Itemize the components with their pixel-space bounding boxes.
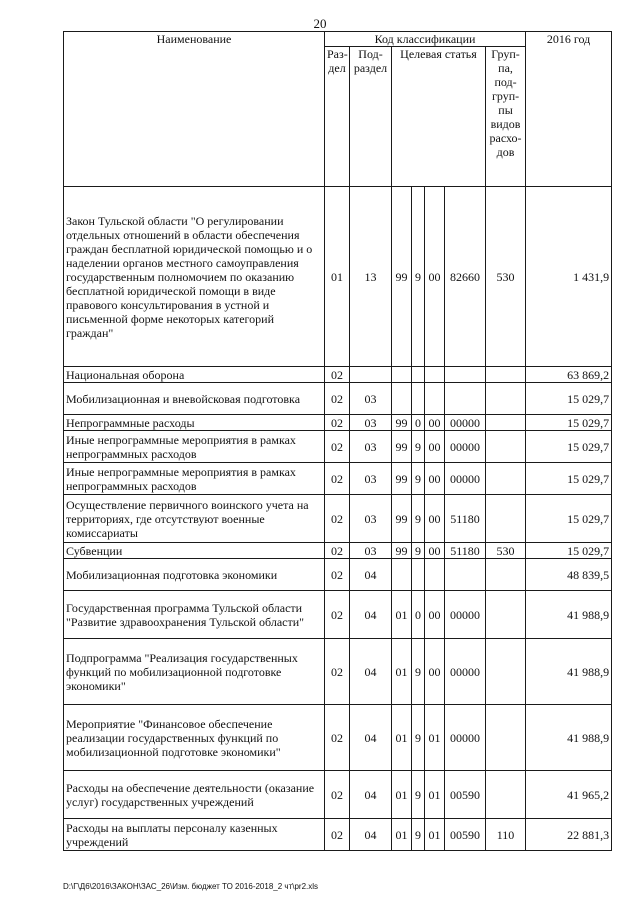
row-target-1: 99	[392, 543, 412, 559]
header-year: 2016 год	[526, 32, 612, 187]
row-target-1	[392, 367, 412, 383]
row-group: 530	[486, 187, 526, 367]
row-target-4: 00000	[445, 639, 486, 705]
row-name: Государственная программа Тульской области "Развитие здравоохранения Тульской области"	[64, 591, 325, 639]
row-group	[486, 771, 526, 819]
row-section: 02	[325, 819, 350, 851]
row-target-1: 99	[392, 463, 412, 495]
row-target-1: 99	[392, 431, 412, 463]
row-target-1: 01	[392, 591, 412, 639]
row-name: Расходы на обеспечение деятельности (оказание услуг) государственных учреждений	[64, 771, 325, 819]
row-sum: 15 029,7	[526, 495, 612, 543]
row-target-3: 00	[425, 591, 445, 639]
row-sum: 41 988,9	[526, 705, 612, 771]
row-section: 02	[325, 415, 350, 431]
table-row	[64, 771, 612, 819]
row-sum: 1 431,9	[526, 187, 612, 367]
header-code-group: Код классификации	[325, 32, 526, 47]
row-target-1: 99	[392, 495, 412, 543]
row-target-4: 00000	[445, 705, 486, 771]
row-target-1: 01	[392, 639, 412, 705]
row-section: 02	[325, 495, 350, 543]
budget-table	[63, 31, 612, 851]
row-sum: 22 881,3	[526, 819, 612, 851]
row-target-4: 00000	[445, 591, 486, 639]
row-sum: 41 988,9	[526, 639, 612, 705]
row-target-2: 9	[412, 705, 425, 771]
table-row	[64, 415, 612, 431]
row-sum: 41 965,2	[526, 771, 612, 819]
header-name: Наименование	[64, 32, 325, 187]
row-target-4: 82660	[445, 187, 486, 367]
table-row	[64, 591, 612, 639]
table-row	[64, 705, 612, 771]
row-name: Закон Тульской области "О регулировании отдельных отношений в области обеспечения граждан бесплатной юридической помощью и о наделении органов местного самоуправления государственным полномочием по оказанию бесплатной юридической помощи в виде правового консультирования в устной и письменной форме некоторых категорий граждан"	[64, 187, 325, 367]
row-target-2: 0	[412, 591, 425, 639]
row-target-4: 51180	[445, 495, 486, 543]
row-group	[486, 639, 526, 705]
row-sum: 15 029,7	[526, 415, 612, 431]
row-sum: 48 839,5	[526, 559, 612, 591]
table-row	[64, 367, 612, 383]
table-row	[64, 543, 612, 559]
row-target-3: 01	[425, 705, 445, 771]
row-subsection: 03	[350, 543, 392, 559]
row-subsection: 03	[350, 383, 392, 415]
row-target-4: 51180	[445, 543, 486, 559]
row-target-4: 00000	[445, 463, 486, 495]
row-target-2: 9	[412, 463, 425, 495]
page-number: 20	[313, 16, 327, 31]
table-row	[64, 639, 612, 705]
row-subsection: 03	[350, 415, 392, 431]
row-section: 02	[325, 559, 350, 591]
row-target-2	[412, 383, 425, 415]
row-sum: 15 029,7	[526, 463, 612, 495]
row-group	[486, 463, 526, 495]
row-target-3: 00	[425, 543, 445, 559]
row-target-2: 9	[412, 543, 425, 559]
row-name: Иные непрограммные мероприятия в рамках непрограммных расходов	[64, 463, 325, 495]
table-row	[64, 559, 612, 591]
table-row	[64, 187, 612, 367]
row-sum: 63 869,2	[526, 367, 612, 383]
header-target: Целевая статья	[392, 47, 486, 187]
row-name: Мобилизационная подготовка экономики	[64, 559, 325, 591]
row-target-3: 01	[425, 819, 445, 851]
table-row	[64, 463, 612, 495]
row-target-1: 01	[392, 771, 412, 819]
row-subsection: 04	[350, 771, 392, 819]
row-subsection: 04	[350, 819, 392, 851]
row-section: 02	[325, 431, 350, 463]
row-group	[486, 559, 526, 591]
row-subsection: 03	[350, 495, 392, 543]
row-target-1	[392, 559, 412, 591]
table-row	[64, 431, 612, 463]
row-target-2: 9	[412, 495, 425, 543]
table-row	[64, 495, 612, 543]
row-target-3: 00	[425, 415, 445, 431]
table-row	[64, 383, 612, 415]
row-section: 02	[325, 463, 350, 495]
row-target-1: 01	[392, 819, 412, 851]
row-name: Иные непрограммные мероприятия в рамках непрограммных расходов	[64, 431, 325, 463]
row-target-4	[445, 559, 486, 591]
row-group	[486, 415, 526, 431]
header-group: Груп-па, под-груп-пы видов расхо-дов	[486, 47, 526, 187]
row-group	[486, 591, 526, 639]
row-group	[486, 431, 526, 463]
header-section: Раз-дел	[325, 47, 350, 187]
row-name: Непрограммные расходы	[64, 415, 325, 431]
row-subsection	[350, 367, 392, 383]
row-name: Мероприятие "Финансовое обеспечение реализации государственных функций по мобилизационной подготовке экономики"	[64, 705, 325, 771]
row-group	[486, 383, 526, 415]
row-name: Национальная оборона	[64, 367, 325, 383]
row-sum: 15 029,7	[526, 431, 612, 463]
row-section: 02	[325, 367, 350, 383]
row-target-3: 00	[425, 495, 445, 543]
row-section: 01	[325, 187, 350, 367]
row-target-2	[412, 559, 425, 591]
row-target-2: 9	[412, 819, 425, 851]
row-target-3: 00	[425, 431, 445, 463]
row-target-2: 9	[412, 639, 425, 705]
row-subsection: 04	[350, 591, 392, 639]
row-target-4: 00590	[445, 771, 486, 819]
row-name: Субвенции	[64, 543, 325, 559]
row-subsection: 04	[350, 639, 392, 705]
row-target-3: 01	[425, 771, 445, 819]
row-target-4: 00000	[445, 431, 486, 463]
row-target-4	[445, 383, 486, 415]
row-group	[486, 495, 526, 543]
header-subsection: Под-раздел	[350, 47, 392, 187]
table-row	[64, 819, 612, 851]
row-section: 02	[325, 639, 350, 705]
row-target-1: 99	[392, 187, 412, 367]
row-target-3	[425, 559, 445, 591]
row-sum: 41 988,9	[526, 591, 612, 639]
row-target-3: 00	[425, 463, 445, 495]
row-target-2	[412, 367, 425, 383]
row-section: 02	[325, 705, 350, 771]
row-subsection: 03	[350, 431, 392, 463]
row-subsection: 04	[350, 559, 392, 591]
row-target-3	[425, 383, 445, 415]
row-target-3	[425, 367, 445, 383]
row-section: 02	[325, 383, 350, 415]
file-path-footer: D:\Г\Д6\2016\ЗАКОН\ЗАС_26\Изм. бюджет ТО 2016-2018_2 чт\pr2.xls	[63, 882, 319, 891]
row-target-1	[392, 383, 412, 415]
row-sum: 15 029,7	[526, 383, 612, 415]
row-target-1: 99	[392, 415, 412, 431]
row-target-2: 9	[412, 431, 425, 463]
row-group	[486, 367, 526, 383]
row-target-2: 9	[412, 187, 425, 367]
row-target-3: 00	[425, 639, 445, 705]
row-target-3: 00	[425, 187, 445, 367]
row-section: 02	[325, 591, 350, 639]
row-target-2: 9	[412, 771, 425, 819]
row-target-1: 01	[392, 705, 412, 771]
row-name: Осуществление первичного воинского учета на территориях, где отсутствуют военные комиссариаты	[64, 495, 325, 543]
row-name: Подпрограмма "Реализация государственных функций по мобилизационной подготовке экономики"	[64, 639, 325, 705]
row-target-2: 0	[412, 415, 425, 431]
row-group	[486, 705, 526, 771]
row-name: Расходы на выплаты персоналу казенных учреждений	[64, 819, 325, 851]
row-group: 110	[486, 819, 526, 851]
row-group: 530	[486, 543, 526, 559]
row-subsection: 03	[350, 463, 392, 495]
row-section: 02	[325, 771, 350, 819]
row-target-4: 00590	[445, 819, 486, 851]
row-sum: 15 029,7	[526, 543, 612, 559]
row-target-4: 00000	[445, 415, 486, 431]
row-name: Мобилизационная и вневойсковая подготовка	[64, 383, 325, 415]
row-subsection: 13	[350, 187, 392, 367]
row-section: 02	[325, 543, 350, 559]
row-target-4	[445, 367, 486, 383]
row-subsection: 04	[350, 705, 392, 771]
